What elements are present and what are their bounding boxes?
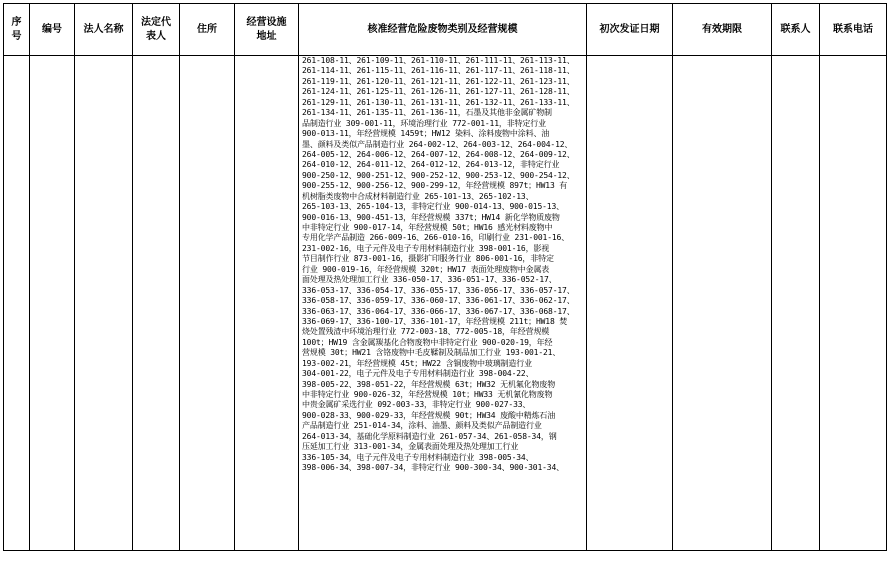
cell-legal-rep bbox=[133, 56, 180, 551]
category-line: 261-119-11、261-120-11、261-121-11、261-122-11、261-123-11、 bbox=[302, 76, 575, 86]
category-line: 261-114-11、261-115-11、261-116-11、261-117-11、261-118-11、 bbox=[302, 66, 575, 76]
category-line: 265-103-13、265-104-13，非特定行业 900-014-13、900-015-13、 bbox=[302, 202, 564, 212]
category-line: 行业 900-019-16，年经营规模 320t；HW17 表面处理废物中金属表 bbox=[302, 264, 550, 274]
category-line: 398-006-34、398-007-34，非特定行业 900-300-34、900-301-34、 bbox=[302, 463, 564, 473]
header-phone: 联系电话 bbox=[820, 4, 887, 56]
category-line: 336-105-34，电子元件及电子专用材料制造行业 398-005-34、 bbox=[302, 452, 534, 462]
category-line: 398-005-22、398-051-22，年经营规模 63t；HW32 无机氟化物废物 bbox=[302, 379, 556, 389]
category-line: 专用化学产品制造 266-009-16、266-010-16，印刷行业 231-001-16、 bbox=[302, 233, 570, 243]
categories-text bbox=[302, 56, 584, 474]
cell-phone bbox=[820, 56, 887, 551]
category-line: 304-001-22，电子元件及电子专用材料制造行业 398-004-22、 bbox=[302, 369, 534, 379]
category-line: 墨、颜料及类似产品制造行业 264-002-12、264-003-12、264-004-12、 bbox=[302, 139, 573, 149]
category-line: 100t；HW19 含金属羰基化合物废物中非特定行业 900-020-19，年经 bbox=[302, 337, 553, 347]
table-row bbox=[4, 56, 887, 551]
header-address: 住所 bbox=[180, 4, 235, 56]
category-line: 营规模 30t；HW21 含铬废物中毛皮鞣制及制品加工行业 193-001-21、 bbox=[302, 348, 561, 358]
category-line: 900-013-11，年经营规模 1459t；HW12 染料、涂料废物中涂料、油 bbox=[302, 129, 550, 139]
category-line: 193-002-21，年经营规模 45t；HW22 含铜废物中玻璃制造行业 bbox=[302, 358, 532, 368]
category-line: 产品制造行业 251-014-34，涂料、油墨、颜料及类似产品制造行业 bbox=[302, 421, 542, 431]
header-corp-name: 法人名称 bbox=[75, 4, 133, 56]
category-line: 烧处置残渣中环境治理行业 772-003-18、772-005-18，年经营规模 bbox=[302, 327, 550, 337]
header-num: 编号 bbox=[30, 4, 75, 56]
cell-validity bbox=[673, 56, 772, 551]
cell-num bbox=[30, 56, 75, 551]
table-wrapper bbox=[3, 3, 887, 551]
category-line: 中非特定行业 900-017-14，年经营规模 50t；HW16 感光材料废物中 bbox=[302, 223, 553, 232]
category-line: 机树脂类废物中合成材料制造行业 265-101-13、265-102-13、 bbox=[302, 191, 534, 201]
category-line: 节目制作行业 873-001-16，摄影扩印服务行业 806-001-16，非特定 bbox=[302, 254, 554, 264]
category-line: 品制造行业 309-001-11，环境治理行业 772-001-11，非特定行业 bbox=[302, 118, 546, 128]
header-row bbox=[4, 4, 887, 56]
header-validity: 有效期限 bbox=[673, 4, 772, 56]
category-line: 900-028-33、900-029-33，年经营规模 90t；HW34 废酸中精炼石油 bbox=[302, 410, 556, 420]
category-line: 中贵金属矿采选行业 092-003-33，非特定行业 900-027-33、 bbox=[302, 400, 531, 410]
category-line: 261-129-11、261-130-11、261-131-11、261-132-11、261-133-11、 bbox=[302, 97, 575, 107]
header-categories: 核准经营危险废物类别及经营规模 bbox=[299, 4, 587, 56]
category-line: 231-002-16，电子元件及电子专用材料制造行业 398-001-16，影视 bbox=[302, 243, 550, 253]
cell-categories bbox=[299, 56, 587, 551]
header-issue-date: 初次发证日期 bbox=[587, 4, 673, 56]
category-line: 336-058-17、336-059-17、336-060-17、336-061-17、336-062-17、 bbox=[302, 296, 575, 306]
category-line: 面处理及热处理加工行业 336-050-17、336-051-17、336-052-17、 bbox=[302, 275, 557, 285]
header-legal-rep: 法定代表人 bbox=[133, 4, 180, 56]
cell-address bbox=[180, 56, 235, 551]
category-line: 261-108-11、261-109-11、261-110-11、261-111-11、261-113-11、 bbox=[302, 56, 575, 65]
category-line: 264-010-12、264-011-12、264-012-12、264-013-12，非特定行业 bbox=[302, 160, 560, 170]
license-table bbox=[3, 3, 887, 551]
category-line: 264-013-34，基础化学原料制造行业 261-057-34、261-058-34，钢 bbox=[302, 431, 557, 441]
category-line: 264-005-12、264-006-12、264-007-12、264-008-12、264-009-12、 bbox=[302, 149, 575, 159]
cell-seq bbox=[4, 56, 30, 551]
cell-facility-address bbox=[235, 56, 299, 551]
header-contact: 联系人 bbox=[772, 4, 820, 56]
cell-issue-date bbox=[587, 56, 673, 551]
category-line: 900-255-12、900-256-12、900-299-12，年经营规模 897t；HW13 有 bbox=[302, 181, 568, 191]
cell-contact bbox=[772, 56, 820, 551]
category-line: 压延加工行业 313-001-34，金属表面处理及热处理加工行业 bbox=[302, 442, 519, 452]
category-line: 336-053-17、336-054-17、336-055-17、336-056-17、336-057-17、 bbox=[302, 285, 575, 295]
category-line: 261-134-11、261-135-11、261-136-11，石墨及其他非金属矿物制 bbox=[302, 108, 552, 118]
category-line: 900-250-12、900-251-12、900-252-12、900-253-12、900-254-12、 bbox=[302, 170, 575, 180]
category-line: 336-069-17、336-100-17、336-101-17，年经营规模 211t；HW18 焚 bbox=[302, 316, 568, 326]
header-seq: 序号 bbox=[4, 4, 30, 56]
category-line: 中非特定行业 900-026-32，年经营规模 10t；HW33 无机氰化物废物 bbox=[302, 390, 553, 399]
header-facility-address: 经营设施地址 bbox=[235, 4, 299, 56]
category-line: 900-016-13、900-451-13，年经营规模 337t；HW14 新化学物质废物 bbox=[302, 212, 560, 222]
category-line: 336-063-17、336-064-17、336-066-17、336-067-17、336-068-17、 bbox=[302, 306, 575, 316]
cell-corp-name bbox=[75, 56, 133, 551]
category-line: 261-124-11、261-125-11、261-126-11、261-127-11、261-128-11、 bbox=[302, 87, 575, 97]
